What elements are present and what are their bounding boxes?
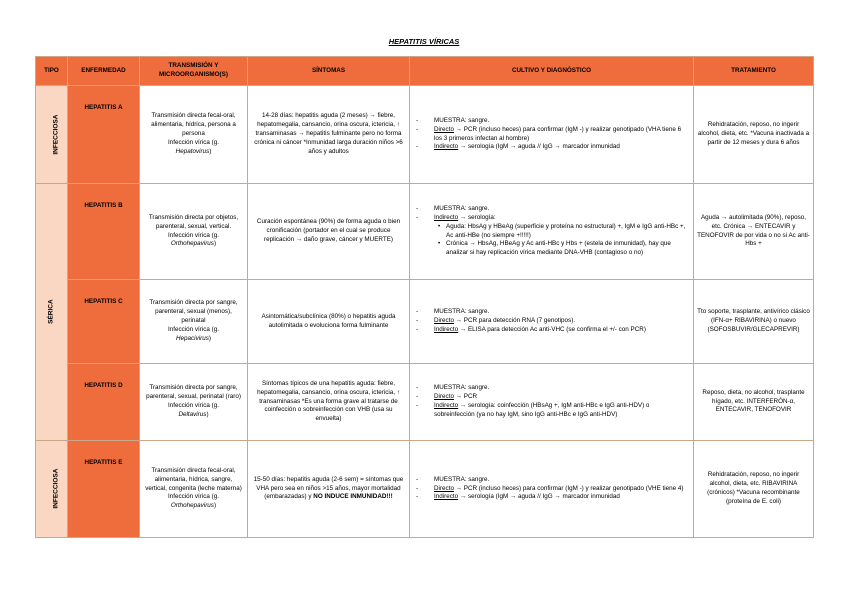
header-cultivo: CULTIVO Y DIAGNÓSTICO: [410, 57, 694, 86]
tratamiento-cell: Aguda → autolimitada (90%), reposo, etc. Crónica → ENTECAVIR y TENOFOVIR de por vida o no si Ac anti-Hbs +: [694, 184, 814, 280]
tipo-label: SÉRICA: [47, 299, 55, 324]
table-row-hepatitis-d: [36, 364, 814, 441]
genus-text: Orthohepavirus: [170, 240, 214, 248]
cultivo-directo: - Directo → PCR (incluso heces) para confirmar (IgM -) y realizar genotipado (VHE tiene 4): [416, 485, 690, 494]
cultivo-muestra: - MUESTRA: sangre.: [416, 117, 690, 126]
cultivo-cell: [410, 184, 694, 280]
transmision-text: Transmisión directa por objetos, parenteral, sexual, vertical.: [148, 213, 239, 230]
header-transmision: TRANSMISIÓN Y MICROORGANISMO(S): [140, 57, 248, 86]
hepatitis-table: [35, 56, 814, 538]
enfermedad-cell: HEPATITIS E: [68, 441, 140, 538]
table-row-hepatitis-c: [36, 280, 814, 364]
transmision-text: Transmisión directa por sangre, parenteral, sexual (menos), perinatal: [149, 299, 238, 325]
tipo-cell-infecciosa: [36, 86, 68, 184]
table-row-hepatitis-e: [36, 441, 814, 538]
sintomas-text: 15-50 días: hepatitis aguda (2-6 sem) = síntomas que VHA pero sea en niños >15 años, mayor mortalidad (embarazadas) y: [253, 475, 404, 501]
tipo-label: INFECCIOSA: [52, 114, 60, 155]
document-title: HEPATITIS VÍRICAS: [388, 37, 460, 46]
enfermedad-cell: HEPATITIS A: [68, 86, 140, 184]
enfermedad-cell: HEPATITIS D: [68, 364, 140, 441]
infeccion-text: Infección vírica (g.: [167, 402, 220, 409]
tipo-label: INFECCIOSA: [52, 468, 60, 509]
header-tipo: TIPO: [36, 57, 68, 86]
genus-text: Orthohepavirus: [170, 502, 214, 510]
cultivo-directo: - Directo → PCR: [416, 393, 690, 402]
transmision-text: Transmisión directa fecal-oral, alimentaria, hídrica, persona a persona: [151, 112, 236, 138]
infeccion-text: Infección vírica (g.: [167, 138, 220, 146]
table-row-hepatitis-b: [36, 184, 814, 280]
cultivo-directo: - Directo → PCR (incluso heces) para confirmar (IgM -) y realizar genotipado (VHA tiene 6 los 3 primeros infectan al hombre): [416, 126, 690, 144]
transmision-cell: Transmisión directa por sangre, parenteral, sexual, perinatal (raro) Infección vírica (g. Deltavirus): [140, 364, 248, 441]
sintomas-cell: [248, 441, 410, 538]
cultivo-cronica: • Crónica → HbsAg, HBeAg y Ac anti-HBc y Hbs + (estela de inmunidad), hay que analizar si hay replicación vírica mediante DNA-VHB (contagioso o no): [416, 240, 690, 258]
cultivo-cell: [410, 280, 694, 364]
cultivo-cell: [410, 441, 694, 538]
tratamiento-cell: Rehidratación, reposo, no ingerir alcohol, dieta, etc. *Vacuna inactivada a partir de 12 meses y dura 6 años: [694, 86, 814, 184]
infeccion-text: Infección vírica (g.: [167, 231, 220, 239]
cultivo-cell: [410, 364, 694, 441]
sintomas-cell: Curación espontánea (90%) de forma aguda o bien cronificación (portador en el cual se produce replicación → daño grave, cáncer y MUERTE): [248, 184, 410, 280]
infeccion-text: Infección vírica (g.: [167, 493, 220, 501]
cultivo-aguda: • Aguda: HbsAg y HBeAg (superficie y proteína no estructural) +, IgM e IgG anti-HBc +, Ac anti-HBe (no siempre +!!!!!): [416, 223, 690, 241]
cultivo-indirecto: - Indirecto → ELISA para detección Ac anti-VHC (se confirma el +/- con PCR): [416, 326, 690, 335]
genus-text: Hepacivirus: [175, 334, 209, 342]
transmision-cell: Transmisión directa fecal-oral, alimentaria, hídrica, sangre, vertical, congenita (leche materna) Infección vírica (g. Orthohepavirus): [140, 441, 248, 538]
sintomas-cell: Síntomas típicos de una hepatitis aguda: fiebre, hepatomegalia, cansancio, orina oscura, ictericia, ↑ transaminasas *Es una forma grave al tratarse de coinfección o sobreinfección con VHB (usa su envuelta): [248, 364, 410, 441]
enfermedad-cell: HEPATITIS B: [68, 184, 140, 280]
cultivo-muestra: - MUESTRA: sangre.: [416, 384, 690, 393]
header-row: [36, 57, 814, 86]
header-enfermedad: ENFERMEDAD: [68, 57, 140, 86]
sintomas-cell: 14-28 días: hepatitis aguda (2 meses) → fiebre, hepatomegalia, cansancio, orina oscura, ictericia, ↑ transaminasas → hepatitis fulminante pero no forma crónica ni cáncer *Inmunidad larga duración niños >6 años y adultos: [248, 86, 410, 184]
cultivo-indirecto: - Indirecto → serología (IgM → aguda // IgG → marcador inmunidad: [416, 493, 690, 502]
cultivo-indirecto: - Indirecto → serología:: [416, 214, 690, 223]
transmision-text: Transmisión directa por sangre, parenteral, sexual, perinatal (raro): [146, 384, 241, 401]
cultivo-muestra: - MUESTRA: sangre.: [416, 205, 690, 214]
sintomas-cell: Asintomática/subclínica (80%) o hepatitis aguda autolimitada o evoluciona forma fulminante: [248, 280, 410, 364]
header-sintomas: SÍNTOMAS: [248, 57, 410, 86]
cultivo-muestra: - MUESTRA: sangre.: [416, 476, 690, 485]
transmision-cell: Transmisión directa por sangre, parenteral, sexual (menos), perinatal Infección vírica (g. Hepacivirus): [140, 280, 248, 364]
genus-text: Hepatovirus: [175, 147, 210, 155]
transmision-cell: Transmisión directa fecal-oral, alimentaria, hídrica, persona a persona Infección vírica (g. Hepatovirus): [140, 86, 248, 184]
transmision-text: Transmisión directa fecal-oral, alimentaria, hídrica, sangre, vertical, congenita (leche materna): [145, 466, 242, 492]
enfermedad-cell: HEPATITIS C: [68, 280, 140, 364]
cultivo-cell: [410, 86, 694, 184]
table-row-hepatitis-a: [36, 86, 814, 184]
infeccion-text: Infección vírica (g.: [167, 325, 220, 333]
cultivo-muestra: - MUESTRA: sangre.: [416, 308, 690, 317]
cultivo-indirecto: - Indirecto → serología (IgM → aguda // IgG → marcador inmunidad: [416, 143, 690, 152]
sintomas-warning: NO INDUCE INMUNIDAD!!!: [313, 493, 393, 501]
tratamiento-cell: Reposo, dieta, no alcohol, trasplante hígado, etc. INTERFERÓN-α, ENTECAVIR, TENOFOVIR: [694, 364, 814, 441]
tipo-cell-infecciosa: [36, 441, 68, 538]
genus-text: Deltavirus: [178, 410, 207, 418]
tratamiento-cell: Tto soporte, trasplante, antivírico clásico (IFN-α+ RIBAVIRINA) o nuevo (SOFOSBUVIR/GLECAPREVIR): [694, 280, 814, 364]
header-tratamiento: TRATAMIENTO: [694, 57, 814, 86]
cultivo-indirecto: - Indirecto → serología: coinfección (HBsAg +, IgM anti-HBc e IgG anti-HDV) o sobreinfección (ya no hay IgM, sino IgG anti-HBc e IgG anti-HDV): [416, 402, 690, 420]
tratamiento-cell: Rehidratación, reposo, no ingerir alcohol, dieta, etc. RIBAVIRINA (crónicos) *Vacuna recombinante (proteína de E. coli): [694, 441, 814, 538]
cultivo-directo: - Directo → PCR para detección RNA (7 genotipos).: [416, 317, 690, 326]
tipo-cell-serica: [36, 184, 68, 441]
transmision-cell: Transmisión directa por objetos, parenteral, sexual, vertical. Infección vírica (g. Orthohepavirus): [140, 184, 248, 280]
